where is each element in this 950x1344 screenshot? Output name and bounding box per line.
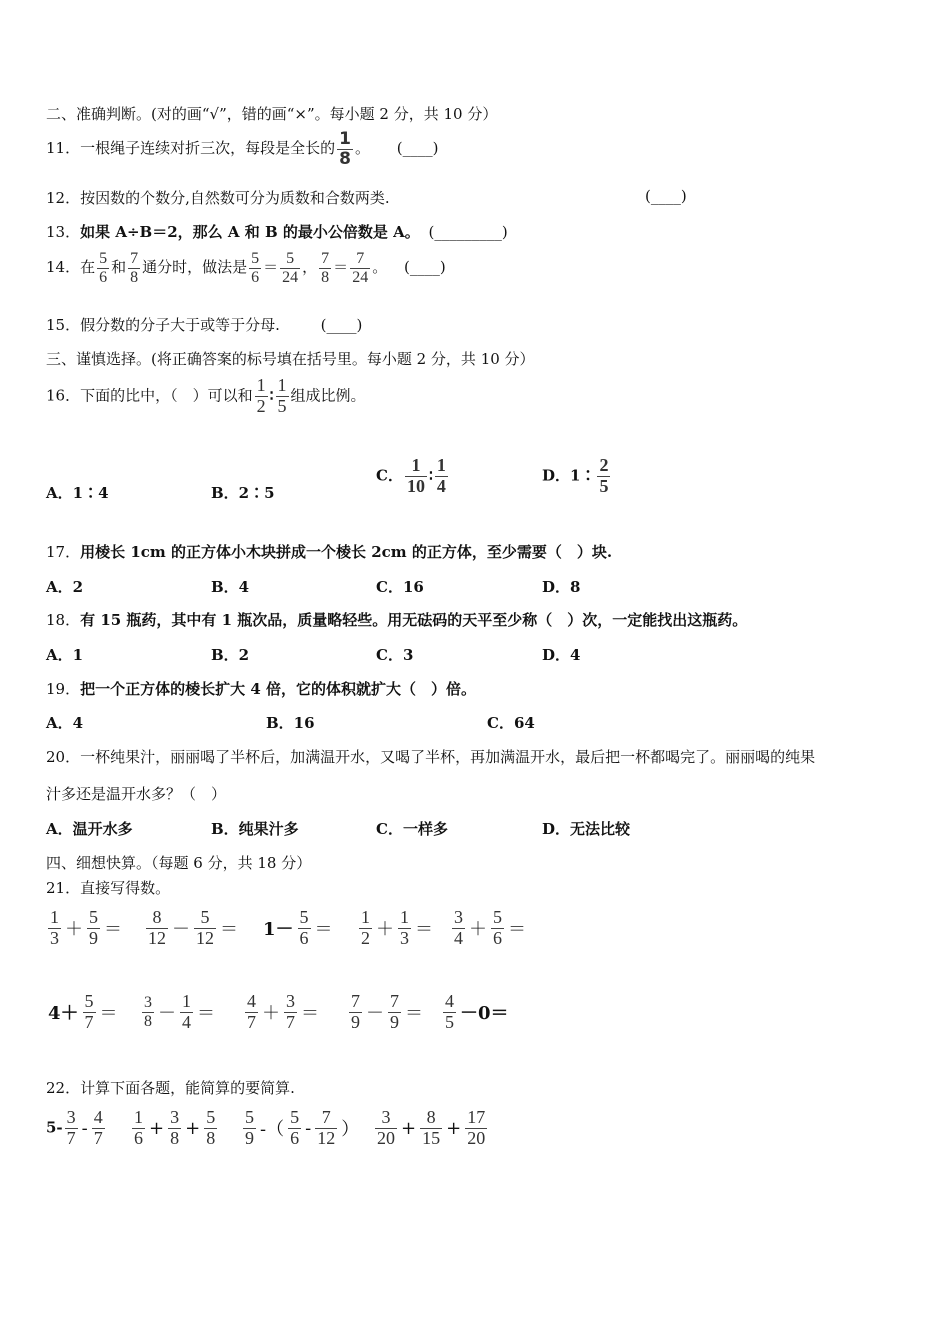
option-b[interactable]: B．4 (211, 578, 250, 596)
q-text: 一根绳子连续对折三次，每段是全长的 (80, 139, 336, 158)
expression: 5- $\frac{3}{7}$ - $\frac{4}{7}$ (46, 1107, 103, 1148)
expression: $\frac{3}{8}$ － $\frac{1}{4}$ ＝ (144, 991, 215, 1032)
section2-title: 二、准确判断。(对的画“√”，错的画“×”。每小题 2 分，共 10 分） (46, 105, 498, 123)
question-11: 11．一根绳子连续对折三次，每段是全长的 $\frac{1}{8}$ 。 (____) (46, 129, 439, 169)
option-b[interactable]: B．纯果汁多 (211, 820, 299, 838)
option-c[interactable]: C． $\frac{1}{10}$ ∶ $\frac{1}{4}$ (376, 455, 446, 496)
option-d[interactable]: D．无法比较 (542, 820, 631, 838)
option-a[interactable]: A．4 (46, 714, 84, 732)
option-b[interactable]: B．2∶5 (211, 484, 275, 502)
expression: $\frac{5}{9}$ -（ $\frac{5}{6}$ - $\frac{7}{12}$ ） (245, 1107, 360, 1148)
fraction: $\frac{1}{5}$ (277, 375, 287, 416)
option-d[interactable]: D．8 (542, 578, 581, 596)
question-21: 21．直接写得数。 (46, 879, 171, 897)
question-22: 22．计算下面各题，能简算的要简算. (46, 1079, 295, 1097)
question-14: 14．在 $\frac{5}{6}$ 和 $\frac{7}{8}$ 通分时，做法是 $\frac{5}{6}$ ＝ $\frac{5}{24}$ ， $\frac{7}{8}$ ＝ $\frac{7}{24}$ 。 (____) (46, 250, 446, 286)
expression: $\frac{3}{4}$ ＋ $\frac{5}{6}$ ＝ (454, 907, 526, 948)
option-d[interactable]: D．1∶ $\frac{2}{5}$ (542, 455, 609, 496)
question-18: 18．有 15 瓶药，其中有 1 瓶次品，质量略轻些。用无砝码的天平至少称（ ）次，一定能找出这瓶药。 (46, 611, 748, 629)
question-12: 12．按因数的个数分,自然数可分为质数和合数两类. (46, 189, 390, 207)
expression: $\frac{1}{3}$ ＋ $\frac{5}{9}$ ＝ (50, 907, 122, 948)
fraction: $\frac{5}{24}$ (282, 250, 299, 286)
answer-blank[interactable]: (_________) (428, 223, 508, 241)
fraction: $\frac{1}{2}$ (256, 375, 266, 416)
expression: 4＋ $\frac{5}{7}$ ＝ (48, 991, 118, 1032)
option-c[interactable]: C．3 (376, 646, 414, 664)
option-a[interactable]: A．1∶4 (46, 484, 109, 502)
option-c[interactable]: C．16 (376, 578, 424, 596)
fraction: $\frac{7}{8}$ (321, 250, 330, 286)
expression: $\frac{3}{20}$ + $\frac{8}{15}$ + $\frac{17}{20}$ (377, 1107, 486, 1148)
expression: $\frac{8}{12}$ － $\frac{5}{12}$ ＝ (148, 907, 238, 948)
section3-title: 三、谨慎选择。(将正确答案的标号填在括号里。每小题 2 分，共 10 分） (46, 350, 535, 368)
expression: $\frac{1}{6}$ + $\frac{3}{8}$ + $\frac{5}{8}$ (134, 1107, 216, 1148)
fraction: $\frac{1}{10}$ (406, 455, 425, 496)
answer-blank[interactable]: (____) (320, 316, 363, 334)
question-19: 19．把一个正方体的棱长扩大 4 倍，它的体积就扩大（ ）倍。 (46, 680, 476, 698)
answer-blank[interactable]: (____) (396, 139, 439, 158)
option-b[interactable]: B．2 (211, 646, 250, 664)
question-15: 15．假分数的分子大于或等于分母. (____) (46, 316, 363, 334)
expression: $\frac{1}{2}$ ＋ $\frac{1}{3}$ ＝ (361, 907, 433, 948)
option-b[interactable]: B．16 (266, 714, 315, 732)
section4-title: 四、细想快算。（每题 6 分，共 18 分） (46, 854, 312, 872)
option-a[interactable]: A．温开水多 (46, 820, 133, 838)
expression: 1－ $\frac{5}{6}$ ＝ (263, 907, 333, 948)
option-a[interactable]: A．1 (46, 646, 84, 664)
fraction: $\frac{7}{8}$ (130, 250, 139, 286)
q-number: 11． (46, 139, 81, 158)
fraction: $\frac{7}{24}$ (352, 250, 369, 286)
expression: $\frac{4}{5}$ －0＝ (445, 991, 509, 1032)
fraction: $\frac{5}{6}$ (251, 250, 260, 286)
fraction: $\frac{1}{8}$ (339, 129, 351, 169)
option-c[interactable]: C．64 (487, 714, 535, 732)
answer-blank[interactable]: (____) (403, 258, 446, 277)
answer-blank[interactable]: (____) (645, 187, 687, 205)
question-16: 16．下面的比中，（ ）可以和 $\frac{1}{2}$ ∶ $\frac{1}{5}$ 组成比例。 (46, 375, 366, 416)
option-a[interactable]: A．2 (46, 578, 84, 596)
fraction: $\frac{5}{6}$ (99, 250, 108, 286)
question-20: 20．一杯纯果汁，丽丽喝了半杯后，加满温开水，又喝了半杯，再加满温开水，最后把一杯都喝完了。丽丽喝的纯果 (46, 748, 816, 766)
question-20-cont: 汁多还是温开水多？（ ） (46, 785, 227, 803)
expression: $\frac{4}{7}$ ＋ $\frac{3}{7}$ ＝ (247, 991, 319, 1032)
fraction: $\frac{1}{4}$ (436, 455, 446, 496)
question-17: 17．用棱长 1cm 的正方体小木块拼成一个棱长 2cm 的正方体，至少需要（ ）块. (46, 543, 613, 561)
fraction: $\frac{2}{5}$ (599, 455, 609, 496)
question-13: 13．如果 A÷B＝2，那么 A 和 B 的最小公倍数是 A。 (_________) (46, 223, 508, 241)
option-d[interactable]: D．4 (542, 646, 581, 664)
expression: $\frac{7}{9}$ － $\frac{7}{9}$ ＝ (351, 991, 423, 1032)
option-c[interactable]: C．一样多 (376, 820, 448, 838)
